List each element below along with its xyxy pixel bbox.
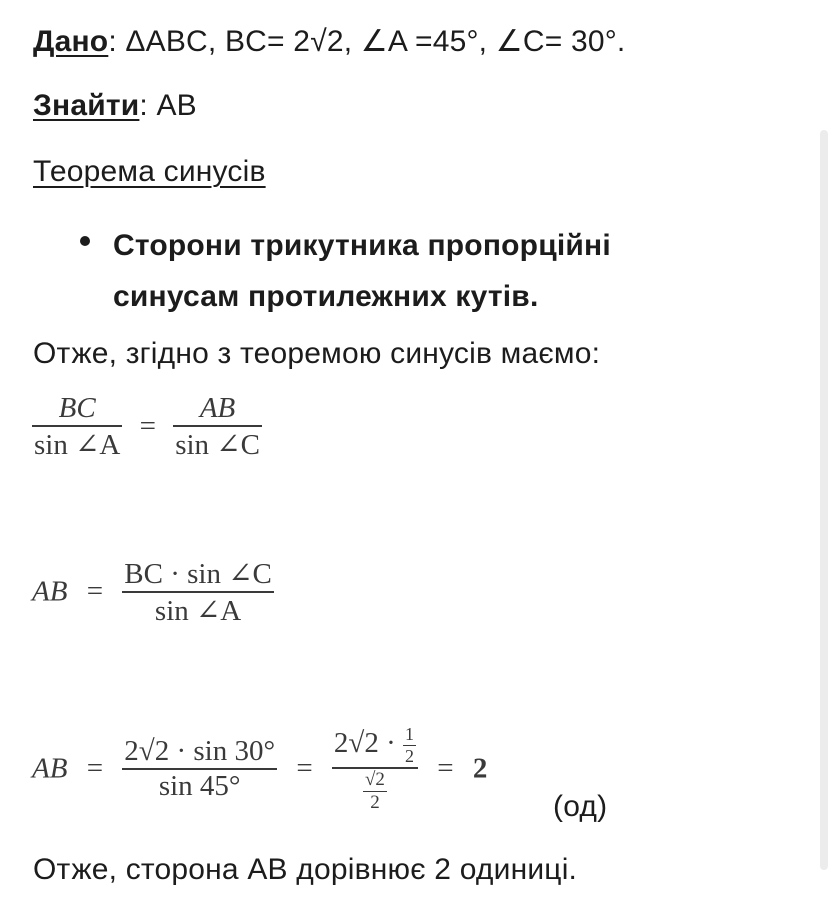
equals-sign: = <box>296 752 313 785</box>
result-value: 2 <box>472 752 488 785</box>
find-label: Знайти <box>33 89 140 122</box>
scrollbar[interactable] <box>820 130 828 870</box>
fraction-numeric-sines <box>122 735 277 803</box>
fraction-ab-sin-c <box>173 392 262 462</box>
fraction-root2-over-2 <box>363 769 387 814</box>
fraction-bc-sinc-over-sina <box>122 556 274 628</box>
formula-sine-ratio <box>32 392 262 462</box>
fraction-bc-sin-a <box>32 392 122 462</box>
fraction-denominator: sin 45° <box>158 769 241 802</box>
root2-denominator: 2 <box>370 791 380 813</box>
given-text: : ΔABC, BC= 2√2, ∠A =45°, ∠C= 30°. <box>108 25 626 58</box>
fraction-denominator: sin ∠A <box>34 428 121 461</box>
half-numerator: 1 <box>405 724 414 744</box>
fraction-numerator: BC <box>58 392 96 424</box>
bullet-dot-icon <box>80 236 90 246</box>
fraction-denominator <box>332 769 418 814</box>
fraction-denominator: sin ∠C <box>175 428 260 461</box>
formula-lhs: AB <box>32 575 68 608</box>
equals-sign: = <box>139 410 156 443</box>
fraction-one-half <box>403 724 416 767</box>
intro-text: Отже, згідно з теоремою синусів маємо: <box>33 337 601 370</box>
fraction-simplified <box>332 724 418 814</box>
given-line <box>33 24 625 59</box>
find-text: : AB <box>139 89 197 122</box>
fraction-numerator: 2√2 · sin 30° <box>124 735 276 767</box>
fraction-numerator: BC · sin ∠C <box>124 558 272 590</box>
formula-ab-expression <box>32 556 274 628</box>
half-denominator: 2 <box>405 746 414 766</box>
equals-sign: = <box>86 752 104 785</box>
root2-numerator: √2 <box>364 768 385 790</box>
conclusion-text: Отже, сторона AB дорівнює 2 одиниці. <box>33 853 578 886</box>
fraction-numerator: AB <box>199 392 236 424</box>
fraction-denominator: sin ∠A <box>154 594 242 627</box>
units-label: (од) <box>553 790 608 823</box>
equals-sign: = <box>437 752 454 785</box>
equals-sign: = <box>86 575 104 608</box>
fraction-numerator <box>332 724 418 767</box>
given-label: Дано <box>33 25 109 58</box>
formula-computation <box>32 724 487 814</box>
formula-lhs: AB <box>32 752 68 785</box>
numerator-main: 2√2 · <box>333 727 403 760</box>
theorem-bullet-text: Сторони трикутника пропорційні синусам протилежних кутів. <box>113 229 611 313</box>
theorem-heading: Теорема синусів <box>33 155 266 188</box>
find-line <box>33 89 197 123</box>
